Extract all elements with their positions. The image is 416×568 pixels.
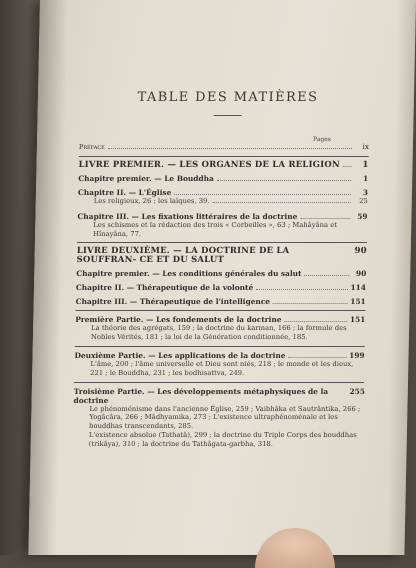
divider (79, 156, 369, 157)
toc-entry: Chapitre III. — Thérapeutique de l'intelligence 151 (75, 297, 366, 307)
toc-entry: LIVRE DEUXIÈME. — LA DOCTRINE DE LA SOUFFRAN- CE ET DU SALUT 90 (76, 246, 367, 266)
divider (74, 382, 364, 383)
toc-entry: Les religieux, 26 ; les laïques, 39. 25 (93, 197, 368, 205)
toc-subentries: Les schismes et la rédaction des trois « Corbeilles », 63 ; Mahâyâna et Hînayâna, 77. (93, 220, 338, 238)
toc-entry: Chapitre II. — L'Église 3 (77, 188, 369, 197)
toc-entry: Chapitre premier. — Le Bouddha 1 (78, 174, 369, 183)
title-rule (214, 115, 242, 116)
toc-entry: Chapitre II. — Thérapeutique de la volonté 114 (75, 283, 367, 293)
divider (77, 242, 367, 243)
toc-entry: Première Partie. — Les fondements de la doctrine 151 (75, 315, 366, 325)
divider (75, 310, 365, 311)
table-of-contents (73, 142, 369, 449)
toc-entry: Chapitre III. — Les fixations littéraires de la doctrine 59 (77, 211, 368, 221)
toc-subentries: L'existence absolue (Tathatâ), 299 ; la doctrine du Triple Corps des bouddhas (trikâya), 310 ; la doctrine du Tathâgata-garbha, 318. (88, 430, 357, 448)
toc-entry: LIVRE PREMIER. — LES ORGANES DE LA RELIGION 1 (78, 160, 369, 170)
toc-subentries: La théorie des agrégats, 159 ; la doctrine du karman, 166 ; la formule des Nobles Vérités, 181 ; la loi de la Génération conditionnée, 185. (90, 324, 347, 342)
toc-subentries: L'âme, 200 ; l'âme universelle et Dieu sont niés, 218 ; le monde et les dieux, 221 ; le Bouddha, 231 ; les bodhisattva, 249. (90, 359, 354, 377)
pages-column-header: Pages (313, 136, 331, 143)
book-page (28, 0, 416, 555)
toc-subentries: Le phénoménisme dans l'ancienne Église, 259 ; Vaibhâka et Sautrântika, 266 ; Yogâcâra, 266 ; Mâdhyamika, 273 ; L'existence ultraphénoménale et les bouddhas transcendants, 285. (88, 404, 361, 431)
page-title: TABLE DES MATIÈRES (137, 90, 319, 105)
toc-entry: Deuxième Partie. — Les applications de la doctrine 199 (74, 350, 365, 360)
toc-entry: Chapitre premier. — Les conditions générales du salut 90 (76, 269, 367, 279)
toc-entry: Préface ix (78, 142, 370, 151)
page-edge-shadow (386, 0, 416, 555)
toc-entry: Troisième Partie. — Les développements métaphysiques de la doctrine 255 (73, 386, 366, 405)
divider (75, 346, 365, 347)
